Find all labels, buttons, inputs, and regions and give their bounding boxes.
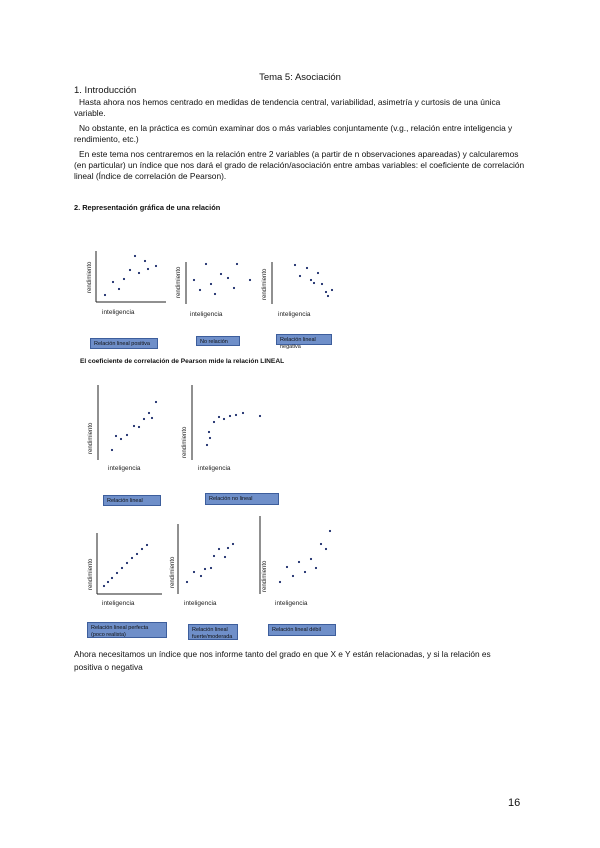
x-axis-label: inteligencia: [198, 465, 231, 472]
scatter-weak-linear: [255, 514, 345, 609]
caption-row2-2: Relación no lineal: [205, 493, 279, 505]
pearson-note: El coeficiente de correlación de Pearson mide la relación LINEAL: [80, 358, 285, 365]
y-axis-label: rendimiento: [262, 268, 268, 300]
x-axis-label: inteligencia: [184, 600, 217, 607]
x-axis-label: inteligencia: [275, 600, 308, 607]
caption-row1-1: Relación lineal positiva: [90, 338, 158, 349]
y-axis-label: rendimiento: [262, 560, 268, 592]
y-axis-label: rendimiento: [88, 422, 94, 454]
page-number: 16: [508, 797, 521, 809]
x-axis-label: inteligencia: [102, 309, 135, 316]
y-axis-label: rendimiento: [182, 426, 188, 458]
scatter-no-relation: [178, 260, 258, 320]
caption-row2-1: Relación lineal: [103, 495, 161, 506]
section-heading-representacion: 2. Representación gráfica de una relación: [74, 203, 221, 212]
x-axis-label: inteligencia: [190, 311, 223, 318]
intro-paragraph-3: En este tema nos centraremos en la relación entre 2 variables (a partir de n observaciones apareadas) y calcularemos (en particular) un índice que nos dará el grado de relación/asociación entre ambas variables: el coeficiente de correlación lineal (Índice de correlación de Pearson).: [74, 149, 525, 182]
intro-paragraph-1: Hasta ahora nos hemos centrado en medidas de tendencia central, variabilidad, asimetría y curtosis de una única variable.: [74, 97, 501, 119]
caption-row1-3: Relación lineal negativa: [276, 334, 332, 345]
scatter-perfect-linear: [86, 530, 171, 610]
intro-paragraph-2: No obstante, en la práctica es común examinar dos o más variables conjuntamente (v.g., relación entre inteligencia y rendimiento, etc.): [74, 123, 513, 145]
y-axis-label: rendimiento: [88, 558, 94, 590]
scatter-nonlinear: [180, 382, 280, 477]
x-axis-label: inteligencia: [278, 311, 311, 318]
caption-row1-2: No relación: [196, 336, 240, 346]
scatter-negative-linear: [262, 260, 342, 320]
caption-row3-2: Relación lineal fuerte/moderada: [188, 624, 238, 640]
y-axis-label: rendimiento: [176, 266, 182, 298]
x-axis-label: inteligencia: [108, 465, 141, 472]
scatter-linear: [86, 382, 181, 477]
caption-row3-1: Relación lineal perfecta (poco realista): [87, 622, 167, 638]
scatter-positive-linear: [84, 248, 174, 318]
closing-paragraph: Ahora necesitamos un índice que nos informe tanto del grado en que X e Y están relacionadas, y si la relación es positiva o negativa: [74, 649, 491, 672]
page-title: Tema 5: Asociación: [259, 72, 341, 83]
section-heading-introduccion: 1. Introducción: [74, 85, 137, 96]
y-axis-label: rendimiento: [170, 556, 176, 588]
caption-row3-3: Relación lineal débil: [268, 624, 336, 636]
x-axis-label: inteligencia: [102, 600, 135, 607]
scatter-strong-linear: [170, 522, 255, 612]
y-axis-label: rendimiento: [87, 261, 93, 293]
